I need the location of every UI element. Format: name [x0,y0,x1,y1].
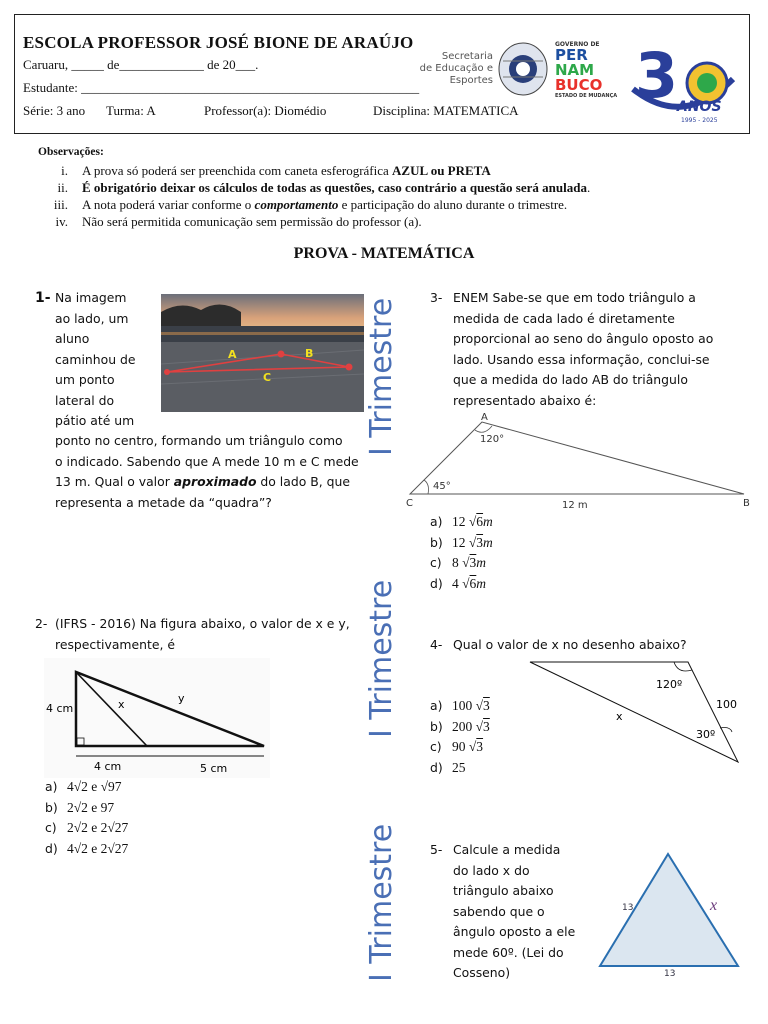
q4-option-b: b) 200 √3 [430,718,490,734]
q5-fig-left: 13 [622,903,634,913]
q2-fig-y: y [178,692,185,705]
q5-figure [596,848,746,980]
q4-text: Qual o valor de x no desenho abaixo? [453,637,687,652]
q4-option-c: c) 90 √3 [430,739,484,754]
q3-fig-vertex-c: C [406,498,413,509]
trimestre-label-3: I Trimestre [364,823,399,982]
anniversary-label: ANOS [677,99,722,115]
q3-option-a: a) 12 √6m [430,514,493,529]
q1-photo-label-a: A [228,348,237,361]
q3-fig-vertex-b: B [743,498,750,509]
q1-number: 1- [35,290,51,306]
q5-fig-base: 13 [664,969,676,979]
q4-fig-angle2: 30º [696,728,716,741]
trimestre-label-2: I Trimestre [364,579,399,738]
q3-fig-angle-a: 120° [480,434,505,445]
q4-number: 4- [430,637,443,652]
q3-text: ENEM Sabe-se que em todo triângulo a medida de cada lado é diretamente proporcional ao seno do ângulo oposto ao lado. Usando essa informação, conclui-se que a medida do lado AB do triângulo representado abaixo é: [453,290,714,408]
q5-number: 5- [430,842,443,857]
observations-title: Observações: [38,146,104,158]
serie: Série: 3 ano [23,103,86,118]
q3-fig-angle-c: 45° [433,481,451,492]
q2-text: (IFRS - 2016) Na figura abaixo, o valor de x e y, respectivamente, é [55,616,350,652]
q2-option-b: b) 2√2 e 97 [45,799,115,815]
q1-photo-label-c: C [263,371,272,384]
observation-item: ii. É obrigatório deixar os cálculos de todas as questões, caso contrário a questão será anulada. [57,180,591,195]
state-seal-icon [497,41,549,97]
student-line: Estudante: ____________________________________________________ [23,80,420,95]
q2-fig-side: 4 cm [46,702,74,715]
exam-title: PROVA - MATEMÁTICA [293,245,475,262]
q4-figure [526,658,748,770]
q4-fig-angle1: 120º [656,678,683,691]
q4-option-d: d) 25 [430,759,466,775]
q2-fig-base1: 4 cm [94,760,122,773]
turma: Turma: A [106,103,156,118]
observation-item: i. A prova só poderá ser preenchida com caneta esferográfica AZUL ou PRETA [61,163,491,178]
q2-figure [44,658,270,778]
q2-option-d: d) 4√2 e 2√27 [45,840,129,856]
anniversary-number: 3 [635,39,679,112]
q4-fig-side: 100 [716,698,737,711]
q2-fig-x: x [118,698,125,711]
q3-option-c: c) 8 √3m [430,555,487,570]
anniversary-years: 1995 - 2025 [681,117,718,124]
q2-number: 2- [35,616,48,631]
q3-options [430,512,493,594]
q3-fig-vertex-a: A [481,412,488,423]
q5-text: Calcule a medida do lado x do triângulo abaixo sabendo que o ângulo oposto a ele mede 60º. (Lei do Cosseno) [453,842,576,980]
q1-text-narrow: Na imagem ao lado, um aluno caminhou de um ponto lateral do pátio até um [55,290,136,428]
q1-text-wide: ponto no centro, formando um triângulo como o indicado. Sabendo que A mede 10 m e C mede 13 m. Qual o valor aproximado do lado B, que representa a metade da “quadra”? [55,433,359,510]
q2-fig-base2: 5 cm [200,762,228,775]
pernambuco-logo: GOVERNO DE PER NAM BUCO ESTADO DE MUDANÇA [555,41,618,99]
trimestre-label-1: I Trimestre [364,297,399,456]
q2-option-c: c) 2√2 e 2√27 [45,820,129,835]
q3-number: 3- [430,290,443,305]
professor: Professor(a): Diomédio [204,103,327,118]
q4-option-a: a) 100 √3 [430,698,490,713]
school-name: ESCOLA PROFESSOR JOSÉ BIONE DE ARAÚJO [23,33,414,52]
q3-figure [402,408,754,512]
q1-photo-label-b: B [305,347,314,360]
q2-option-a: a) 4√2 e √97 [45,779,122,794]
q3-option-d: d) 4 √6m [430,575,487,591]
q5-fig-x: x [710,897,718,914]
q1-courtyard-photo [161,294,364,412]
q3-option-b: b) 12 √3m [430,534,493,550]
observations-list [40,162,590,230]
observation-item: iv. Não será permitida comunicação sem permissão do professor (a). [55,214,422,229]
observation-item: iii. A nota poderá variar conforme o comportamento e participação do aluno durante o trimestre. [53,197,568,212]
secretaria-logo-text: Secretaria de Educação e Esportes [419,51,493,86]
disciplina: Disciplina: MATEMATICA [373,103,519,118]
q4-options [430,696,490,778]
q3-fig-base: 12 m [562,500,588,511]
header-box [14,14,750,134]
q2-options [45,777,128,859]
q4-fig-x: x [616,710,623,723]
date-line: Caruaru, _____ de_____________ de 20___. [23,57,259,72]
